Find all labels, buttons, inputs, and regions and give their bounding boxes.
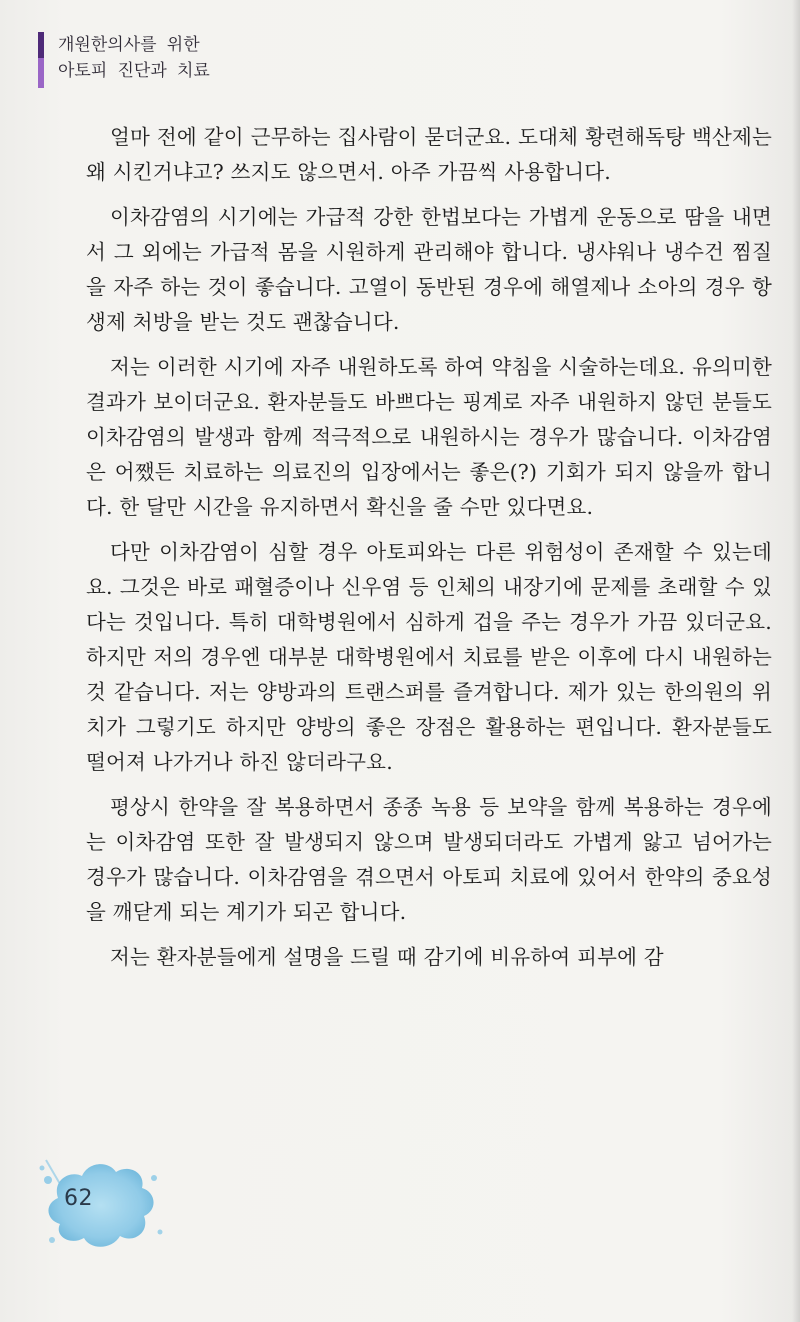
- paragraph: 저는 이러한 시기에 자주 내원하도록 하여 약침을 시술하는데요. 유의미한 결과가 보이더군요. 환자분들도 바쁘다는 핑계로 자주 내원하지 않던 분들도 이차감염의 발생과 함께 적극적으로 내원하시는 경우가 많습니다. 이차감염은 어쨌든 치료하는 의료진의 입장에서는 좋은(?) 기회가 되지 않을까 합니다. 한 달만 시간을 유지하면서 확신을 줄 수만 있다면요.: [86, 355, 772, 519]
- paragraph: 이차감염의 시기에는 가급적 강한 한법보다는 가볍게 운동으로 땀을 내면서 그 외에는 가급적 몸을 시원하게 관리해야 합니다. 냉샤워나 냉수건 찜질을 자주 하는 것이 좋습니다. 고열이 동반된 경우에 해열제나 소아의 경우 항생제 처방을 받는 것도 괜찮습니다.: [86, 205, 772, 334]
- paragraph: 저는 환자분들에게 설명을 드릴 때 감기에 비유하여 피부에 감: [110, 945, 664, 969]
- page-edge-shadow: [792, 0, 800, 1322]
- ink-splash-decoration: [30, 1140, 170, 1260]
- running-header-line-2: 아토피 진단과 치료: [58, 61, 210, 81]
- body-text: [86, 120, 772, 985]
- header-accent-bar: [38, 58, 44, 88]
- page-number: 62: [64, 1186, 93, 1211]
- paragraph: 평상시 한약을 잘 복용하면서 종종 녹용 등 보약을 함께 복용하는 경우에는 이차감염 또한 잘 발생되지 않으며 발생되더라도 가볍게 앓고 넘어가는 경우가 많습니다. 이차감염을 겪으면서 아토피 치료에 있어서 한약의 중요성을 깨닫게 되는 계기가 되곤 합니다.: [86, 795, 772, 924]
- paragraph: 다만 이차감염이 심할 경우 아토피와는 다른 위험성이 존재할 수 있는데요. 그것은 바로 패혈증이나 신우염 등 인체의 내장기에 문제를 초래할 수 있다는 것입니다. 특히 대학병원에서 심하게 겁을 주는 경우가 가끔 있더군요. 하지만 저의 경우엔 대부분 대학병원에서 치료를 받은 이후에 다시 내원하는 것 같습니다. 저는 양방과의 트랜스퍼를 즐겨합니다. 제가 있는 한의원의 위치가 그렇기도 하지만 양방의 좋은 장점은 활용하는 편입니다. 환자분들도 떨어져 나가거나 하진 않더라구요.: [86, 540, 772, 774]
- running-header: [38, 32, 210, 88]
- paragraph: 얼마 전에 같이 근무하는 집사람이 묻더군요. 도대체 황련해독탕 백산제는 왜 시킨거냐고? 쓰지도 않으면서. 아주 가끔씩 사용합니다.: [86, 125, 772, 184]
- running-header-line-1: 개원한의사를 위한: [58, 35, 200, 55]
